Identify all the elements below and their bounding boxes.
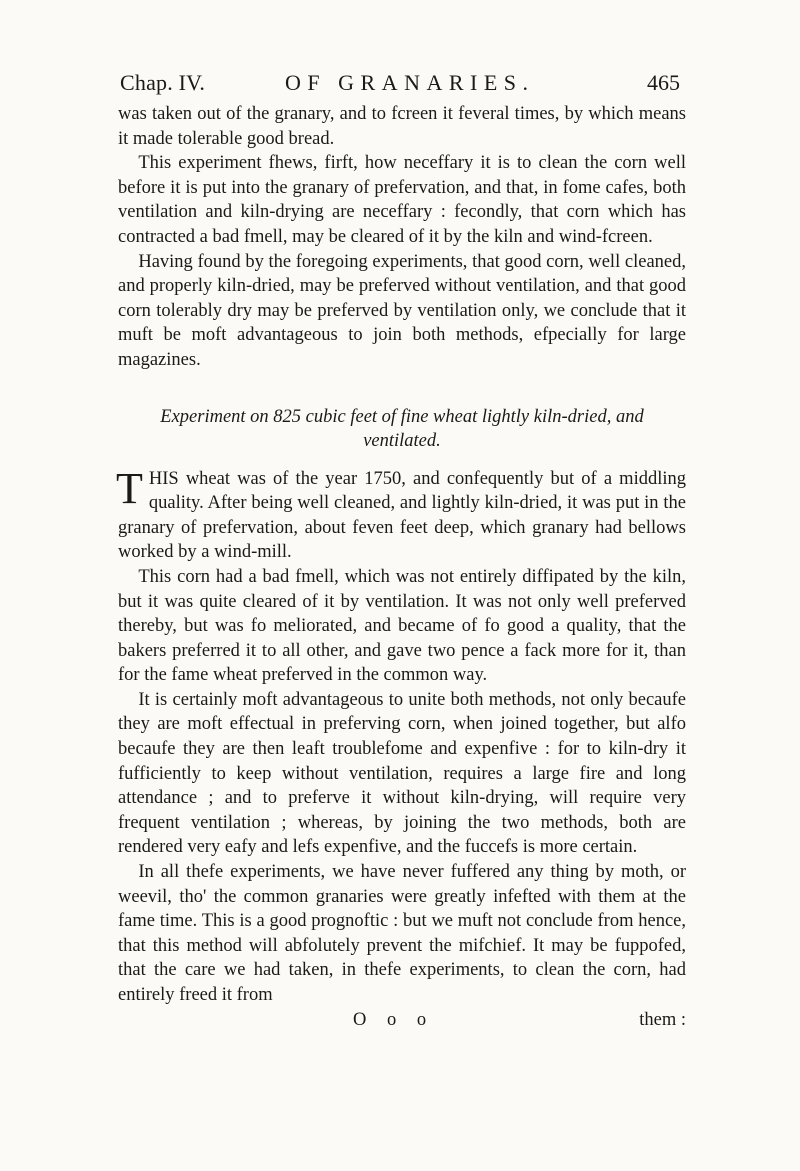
page-footer [118,1008,686,1032]
signature-mark: O o o [353,1009,435,1030]
paragraph: It is certainly moft advantageous to unite both methods, not only becaufe they are moft effectual in preferving corn, when joined together, but alfo becaufe they are then leaft troublefome and expenfive : for to kiln-dry it fufficiently to keep without ventilation, requires a large fire and long attendance ; and to preferve it without kiln-drying, will require very frequent ventilation ; whereas, by joining the two methods, both are rendered very eafy and lefs expenfive, and the fuccefs is more certain. [118,689,686,858]
page-number: 465 [647,70,680,95]
paragraph: Having found by the foregoing experiments, that good corn, well cleaned, and properly kiln-dried, may be preferved without ventilation, and that good corn tolerably dry may be preferved by ventilation only, we conclude that it muft be moft advantageous to join both methods, efpecially for large magazines. [118,251,686,370]
experiment-heading: Experiment on 825 cubic feet of fine wheat lightly kiln-dried, and ventilated. [160,406,644,451]
paragraph: was taken out of the granary, and to fcreen it feveral times, by which means it made tolerable good bread. [118,104,686,149]
running-header [120,70,680,102]
paragraph: In all thefe experiments, we have never fuffered any thing by moth, or weevil, tho' the common granaries were greatly infefted with them at the fame time. This is a good prognoftic : but we muft not conclude from hence, that this method will abfolutely prevent the mifchief. It may be fuppofed, that the care we had taken, in thefe experiments, to clean the corn, had entirely freed it from [118,862,686,1005]
body-text [118,102,686,1032]
paragraph: This experiment fhews, firft, how neceffary it is to clean the corn well before it is put into the granary of prefervation, and that, in fome cafes, both ventilation and kiln-drying are neceffary : fecondly, that corn which has contracted a bad fmell, may be cleared of it by the kiln and wind-fcreen. [118,153,686,247]
opening-text: HIS wheat was of the year 1750, and confequently but of a middling quality. After being well cleaned, and lightly kiln-dried, it was put in the granary of prefervation, about feven feet deep, which granary had bellows worked by a wind-mill. [118,468,686,563]
paragraph: This corn had a bad fmell, which was not entirely diffipated by the kiln, but it was quite cleared of it by ventilation. It was not only well preferved thereby, but was fo meliorated, and became of fo good a quality, that the bakers preferred it to all other, and gave two pence a fack more for it, than for the fame wheat preferved in the common way. [118,566,686,686]
chapter-label: Chap. IV. [120,70,206,95]
catchword: them : [639,1009,686,1030]
paragraph-opening [116,463,686,565]
drop-cap: T [116,463,143,513]
running-title: OF GRANARIES. [285,70,535,95]
